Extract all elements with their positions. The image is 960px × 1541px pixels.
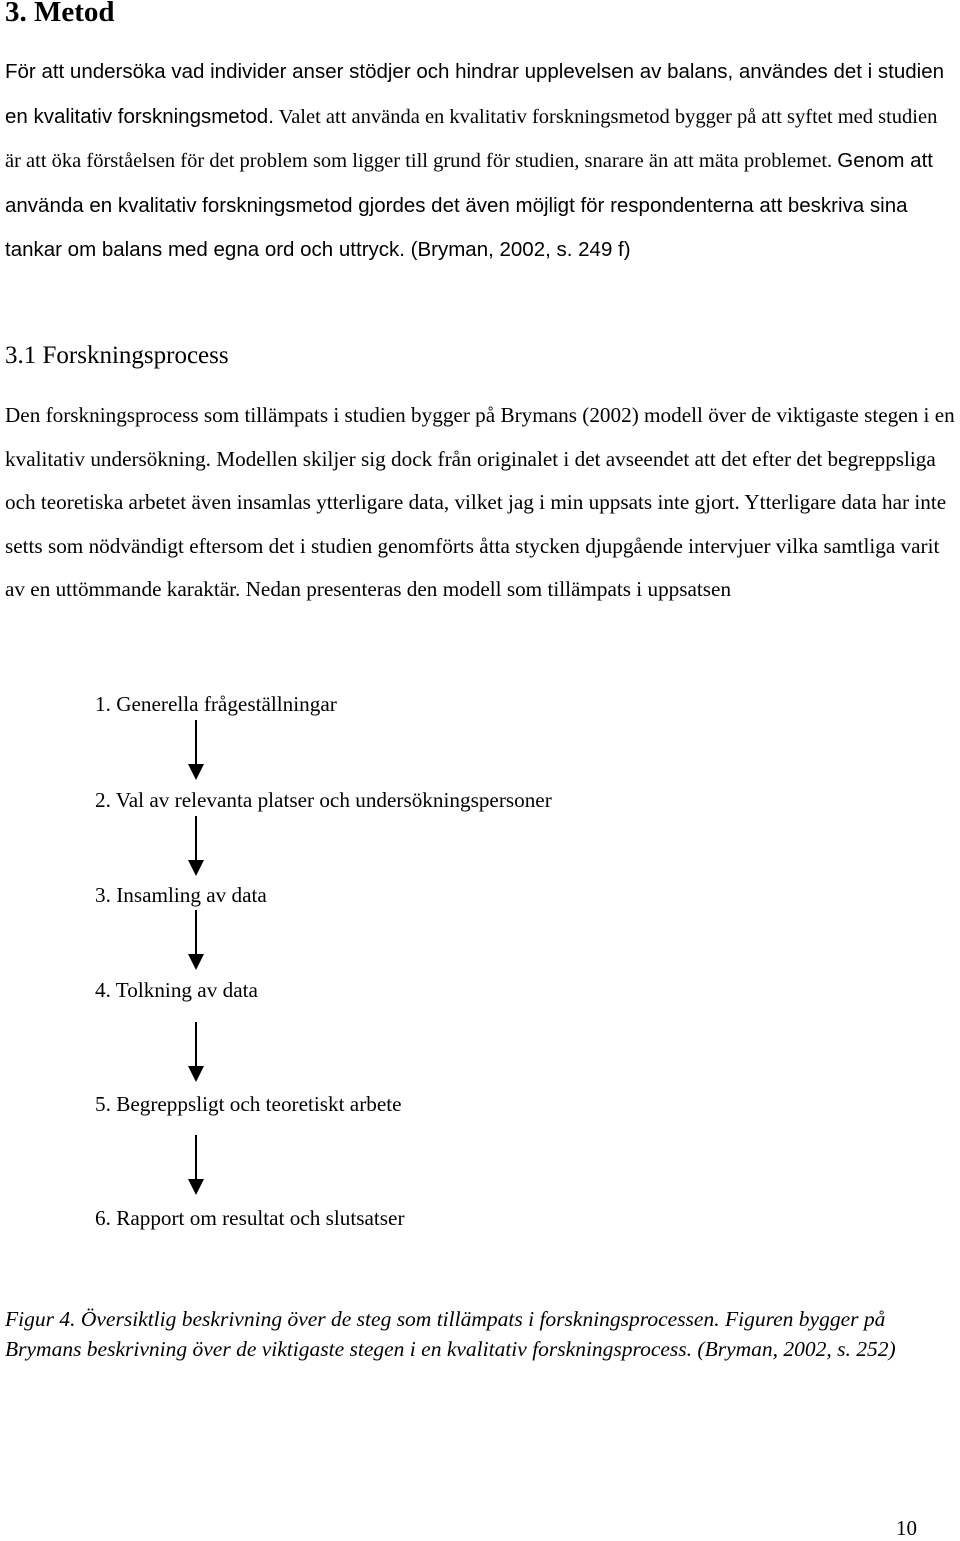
section-heading: 3. Metod [5,0,115,28]
page-number: 10 [896,1516,917,1540]
intro-text-3: Genom att använda en kvalitativ forskningsmetod gjordes det även möjligt för respondenterna att beskriva sina tankar om balans med egna ord och uttryck. (Bryman, 2002, s. 249 f) [5,149,933,261]
step-1: 1. Generella frågeställningar [95,692,337,716]
flow-arrow-1 [183,720,209,782]
step-6: 6. Rapport om resultat och slutsatser [95,1206,405,1230]
flow-arrow-3 [183,910,209,972]
process-paragraph [5,394,958,612]
flow-arrow-5 [183,1135,209,1197]
process-text-1: Den forskningsprocess som tillämpats i studien bygger på Brymans (2002) modell över de viktigaste stegen i en kvalitativ undersökning. [5,403,955,471]
step-4: 4. Tolkning av data [95,978,258,1002]
flow-arrow-2 [183,816,209,878]
subsection-heading: 3.1 Forskningsprocess [5,342,229,369]
process-text-2: Modellen skiljer sig dock från originalet i det avseendet att det efter det begreppsliga och teoretiska arbetet även insamlas ytterligare data, vilket jag i min uppsats inte gjort. [5,446,936,514]
step-5: 5. Begreppsligt och teoretiskt arbete [95,1092,402,1116]
figure-caption: Figur 4. Översiktlig beskrivning över de steg som tillämpats i forskningsprocessen. Figuren bygger på Brymans beskrivning över de viktigaste stegen i en kvalitativ forskningsprocess. (Bryman, 2002, s. 252) [5,1307,896,1361]
flow-arrow-4 [183,1022,209,1084]
intro-text-2: Valet att använda en kvalitativ forskningsmetod bygger på att syftet med studien är att öka förståelsen för det problem som ligger till grund för studien, snarare än att mäta problemet. [5,105,938,172]
process-text-4: Nedan presenteras den modell som tillämpats i uppsatsen [245,577,732,601]
intro-text-1: För att undersöka vad individer anser stödjer och hindrar upplevelsen av balans, användes det i studien en kvalitativ forskningsmetod. [5,60,945,128]
step-3: 3. Insamling av data [95,883,267,907]
step-2: 2. Val av relevanta platser och undersökningspersoner [95,788,552,812]
intro-paragraph [5,50,958,273]
process-text-3: Ytterligare data har inte setts som nödvändigt eftersom det i studien genomförts åtta stycken djupgående intervjuer vilka samtliga varit av en uttömmande karaktär. [5,490,947,601]
